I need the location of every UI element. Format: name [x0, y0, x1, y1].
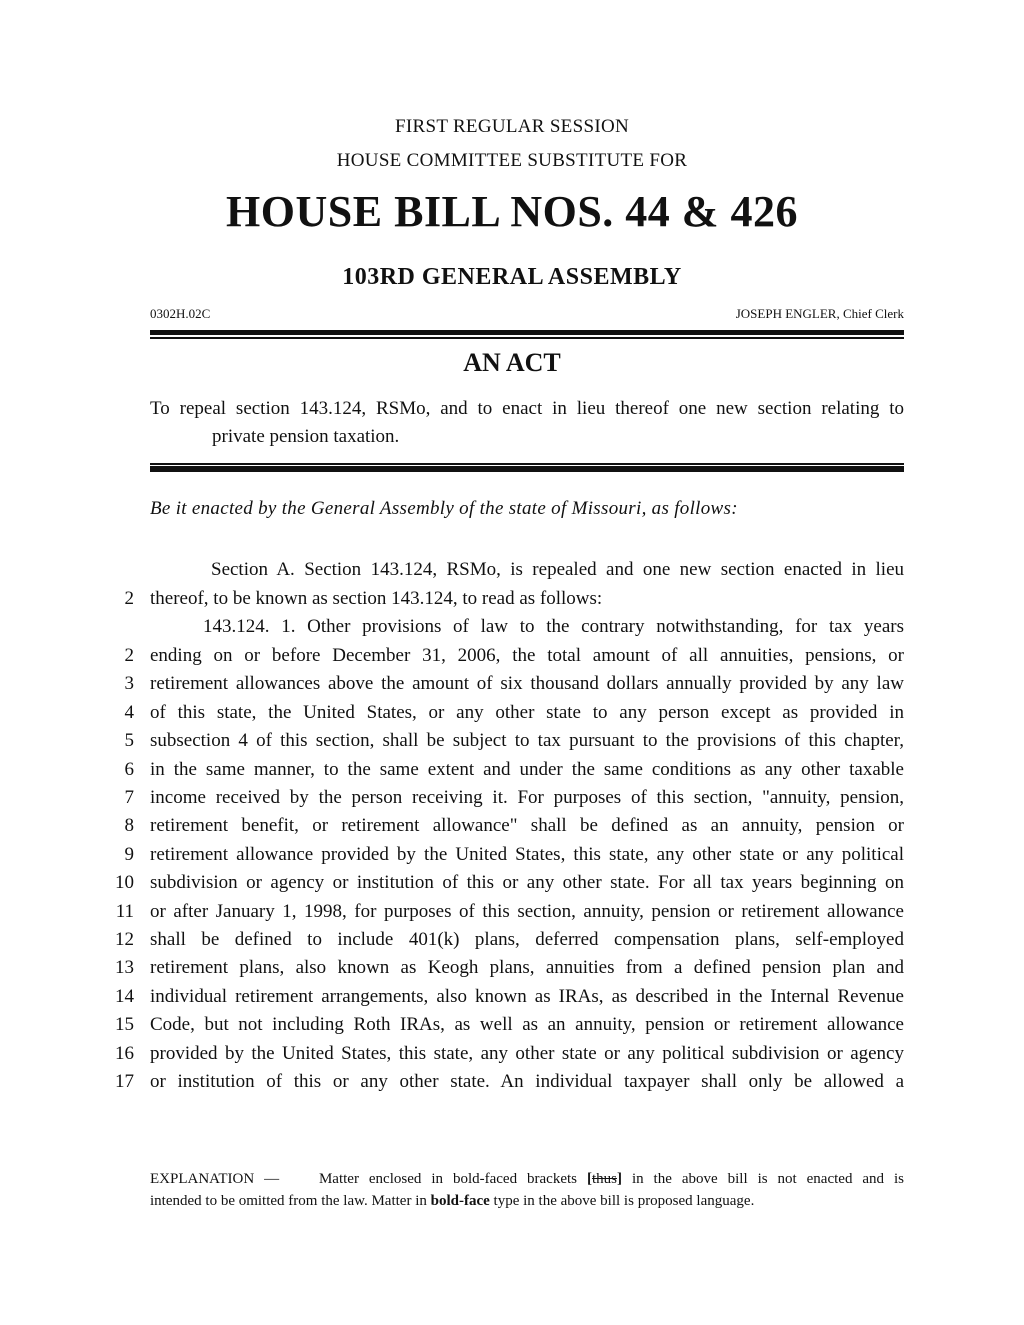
- document-id: 0302H.02C: [150, 306, 211, 321]
- bill-title: HOUSE BILL NOS. 44 & 426: [226, 187, 798, 236]
- bill-text-line: income received by the person receiving it. For purposes of this section, "annuity, pension,: [150, 787, 904, 808]
- bill-text-line: subsection 4 of this section, shall be subject to tax pursuant to the provisions of this chapter,: [150, 730, 904, 751]
- line-number: 14: [115, 986, 134, 1007]
- line-number: 3: [124, 673, 134, 694]
- enacting-clause: Be it enacted by the General Assembly of the state of Missouri, as follows:: [150, 498, 738, 519]
- explanation-text: Matter enclosed in bold-faced brackets: [318, 1171, 587, 1187]
- line-number: 15: [115, 1014, 134, 1035]
- struck-example: thus: [591, 1171, 617, 1187]
- bill-text-line: in the same manner, to the same extent and under the same conditions as any other taxable: [150, 759, 904, 780]
- explanation-text: type in the above bill is proposed language.: [489, 1193, 755, 1209]
- bill-text-line: Code, but not including Roth IRAs, as well as an annuity, pension or retirement allowance: [150, 1014, 904, 1035]
- act-heading: AN ACT: [463, 348, 561, 377]
- title-rule: [150, 463, 904, 473]
- line-number: 2: [124, 645, 134, 666]
- explanation-label: EXPLANATION —: [150, 1171, 280, 1187]
- bill-text-line: or institution of this or any other state. An individual taxpayer shall only be allowed a: [150, 1071, 904, 1092]
- line-number: 13: [115, 957, 134, 978]
- act-title: [150, 395, 904, 451]
- bill-text-line: provided by the United States, this state, any other state or any political subdivision or agency: [150, 1043, 904, 1064]
- act-title-line-1: To repeal section 143.124, RSMo, and to enact in lieu thereof one new section relating to: [150, 398, 904, 419]
- section-a-line-2: thereof, to be known as section 143.124, to read as follows:: [150, 588, 603, 609]
- line-number: 8: [124, 815, 134, 836]
- session-label: FIRST REGULAR SESSION: [395, 116, 629, 137]
- bracket-open: [: [586, 1171, 592, 1187]
- line-number: 5: [124, 730, 134, 751]
- assembly-label: 103RD GENERAL ASSEMBLY: [342, 264, 682, 290]
- line-number: 17: [115, 1071, 134, 1092]
- explanation-text: intended to be omitted from the law. Matter in: [150, 1193, 431, 1209]
- line-number: 7: [124, 787, 134, 808]
- explanation-line-1: [150, 1168, 904, 1190]
- line-number: 10: [115, 872, 134, 893]
- line-number: 2: [124, 588, 134, 609]
- line-number: 11: [115, 901, 134, 922]
- bill-text-line: subdivision or agency or institution of this or any other state. For all tax years beginning on: [150, 872, 904, 893]
- bill-text-line: or after January 1, 1998, for purposes of this section, annuity, pension or retirement allowance: [150, 901, 904, 922]
- header-rule: [150, 330, 904, 340]
- bracket-close: ]: [616, 1171, 622, 1187]
- bill-text-line: of this state, the United States, or any other state to any person except as provided in: [150, 702, 904, 723]
- bill-text-line: retirement allowance provided by the United States, this state, any other state or any political: [150, 844, 904, 865]
- explanation-note: [150, 1168, 904, 1212]
- chief-clerk: JOSEPH ENGLER, Chief Clerk: [735, 306, 904, 321]
- explanation-line-2: [150, 1193, 754, 1209]
- section-a-line-1: Section A. Section 143.124, RSMo, is repealed and one new section enacted in lieu: [211, 559, 904, 580]
- bill-text-line: ending on or before December 31, 2006, the total amount of all annuities, pensions, or: [150, 645, 904, 666]
- substitute-label: HOUSE COMMITTEE SUBSTITUTE FOR: [336, 150, 688, 171]
- bill-text-line: retirement allowances above the amount of six thousand dollars annually provided by any law: [150, 673, 904, 694]
- bold-face-example: bold-face: [430, 1193, 490, 1209]
- line-number: 6: [124, 759, 134, 780]
- bill-text-line: retirement plans, also known as Keogh plans, annuities from a defined pension plan and: [150, 957, 904, 978]
- act-title-line-2: private pension taxation.: [212, 426, 400, 447]
- bill-text-line: shall be defined to include 401(k) plans, deferred compensation plans, self-employed: [150, 929, 904, 950]
- line-number: 4: [124, 702, 134, 723]
- bill-text-line: individual retirement arrangements, also known as IRAs, as described in the Internal Revenue: [150, 986, 904, 1007]
- line-number: 12: [115, 929, 134, 950]
- line-number: 9: [124, 844, 134, 865]
- explanation-text: in the above bill is not enacted and is: [621, 1171, 905, 1187]
- bill-text-line: retirement benefit, or retirement allowance" shall be defined as an annuity, pension or: [150, 815, 904, 836]
- line-number: 16: [115, 1043, 134, 1064]
- section-143-124-line-1: 143.124. 1. Other provisions of law to the contrary notwithstanding, for tax years: [203, 616, 904, 637]
